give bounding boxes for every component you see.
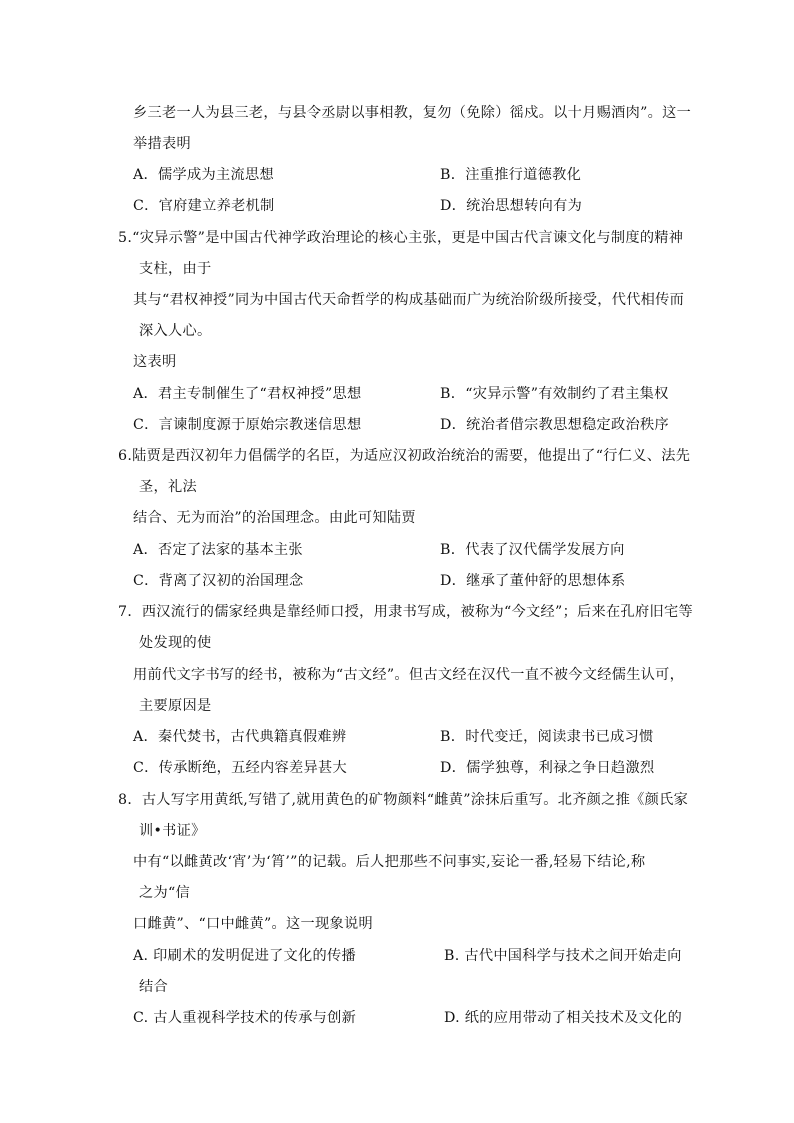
intro-line-1: 乡三老一人为县三老，与县令丞尉以事相教，复勿（免除）徭戍。以十月赐酒肉”。这一 — [133, 105, 692, 121]
q6-stem-line-3: 结合、无为而治”的治国理念。由此可知陆贾 — [133, 510, 416, 526]
q8-stem-line-2: 训•书证》 — [139, 823, 206, 839]
q8-option-b: B. 古代中国科学与技术之间开始走向 — [444, 948, 682, 964]
q7-option-c: C．传承断绝，五经内容差异甚大 — [133, 760, 347, 776]
q8-stem-line-1: 8．古人写字用黄纸,写错了,就用黄色的矿物颜料“雌黄”涂抹后重写。北齐颜之推《颜氏家 — [118, 792, 689, 808]
q6-option-b: B．代表了汉代儒学发展方向 — [440, 542, 625, 558]
q7-stem-line-4: 主要原因是 — [139, 698, 212, 714]
q7-stem-line-2: 处发现的使 — [139, 635, 212, 651]
q6-stem-line-1: 6.陆贾是西汉初年力倡儒学的名臣，为适应汉初政治统治的需要，他提出了“行仁义、法先 — [118, 448, 691, 464]
q5-stem-line-5: 这表明 — [133, 354, 177, 370]
q5-stem-line-3: 其与“君权神授”同为中国古代天命哲学的构成基础而广为统治阶级所接受，代代相传而 — [133, 292, 685, 308]
q8-stem-line-5: 口雌黄”、“口中雌黄”。这一现象说明 — [133, 916, 373, 932]
q8-stem-line-4: 之为“信 — [139, 885, 191, 901]
q6-option-c: C．背离了汉初的治国理念 — [133, 573, 304, 589]
q8-option-b-continued: 结合 — [139, 979, 168, 995]
q7-stem-line-1: 7．西汉流行的儒家经典是靠经师口授，用隶书写成，被称为“今文经”；后来在孔府旧宅等 — [118, 604, 693, 620]
intro-line-2: 举措表明 — [133, 136, 191, 152]
q8-option-d: D. 纸的应用带动了相关技术及文化的 — [444, 1010, 683, 1026]
q4-option-b: B．注重推行道德教化 — [440, 167, 582, 183]
q5-option-a: A．君主专制催生了“君权神授”思想 — [133, 386, 362, 402]
q6-option-a: A．否定了法家的基本主张 — [133, 542, 303, 558]
q5-option-c: C．言谏制度源于原始宗教迷信思想 — [133, 417, 362, 433]
q5-option-d: D．统治者借宗教思想稳定政治秩序 — [440, 417, 669, 433]
q4-option-d: D．统治思想转向有为 — [440, 198, 583, 214]
q7-stem-line-3: 用前代文字书写的经书，被称为“古文经”。但古文经在汉代一直不被今文经儒生认可， — [133, 667, 685, 683]
q4-option-c: C．官府建立养老机制 — [133, 198, 275, 214]
q6-stem-line-2: 圣，礼法 — [139, 479, 197, 495]
q6-option-d: D．继承了董仲舒的思想体系 — [440, 573, 626, 589]
q5-stem-line-4: 深入人心。 — [139, 323, 212, 339]
q5-stem-line-2: 支柱，由于 — [139, 261, 212, 277]
q7-option-b: B．时代变迁，阅读隶书已成习惯 — [440, 729, 654, 745]
q8-option-a: A. 印刷术的发明促进了文化的传播 — [133, 948, 356, 964]
q5-option-b: B．“灾异示警”有效制约了君主集权 — [440, 386, 669, 402]
q7-option-d: D．儒学独尊，利禄之争日趋激烈 — [440, 760, 655, 776]
q5-stem-line-1: 5.“灾异示警”是中国古代神学政治理论的核心主张，更是中国古代言谏文化与制度的精神 — [118, 230, 684, 246]
q8-stem-line-3: 中有“以雌黄改‘宵’为‘筲’”的记载。后人把那些不问事实,妄论一番,轻易下结论,称 — [133, 854, 646, 870]
q8-option-c: C. 古人重视科学技术的传承与创新 — [133, 1010, 357, 1026]
q4-option-a: A．儒学成为主流思想 — [133, 167, 274, 183]
q7-option-a: A．秦代焚书，古代典籍真假难辨 — [133, 729, 347, 745]
